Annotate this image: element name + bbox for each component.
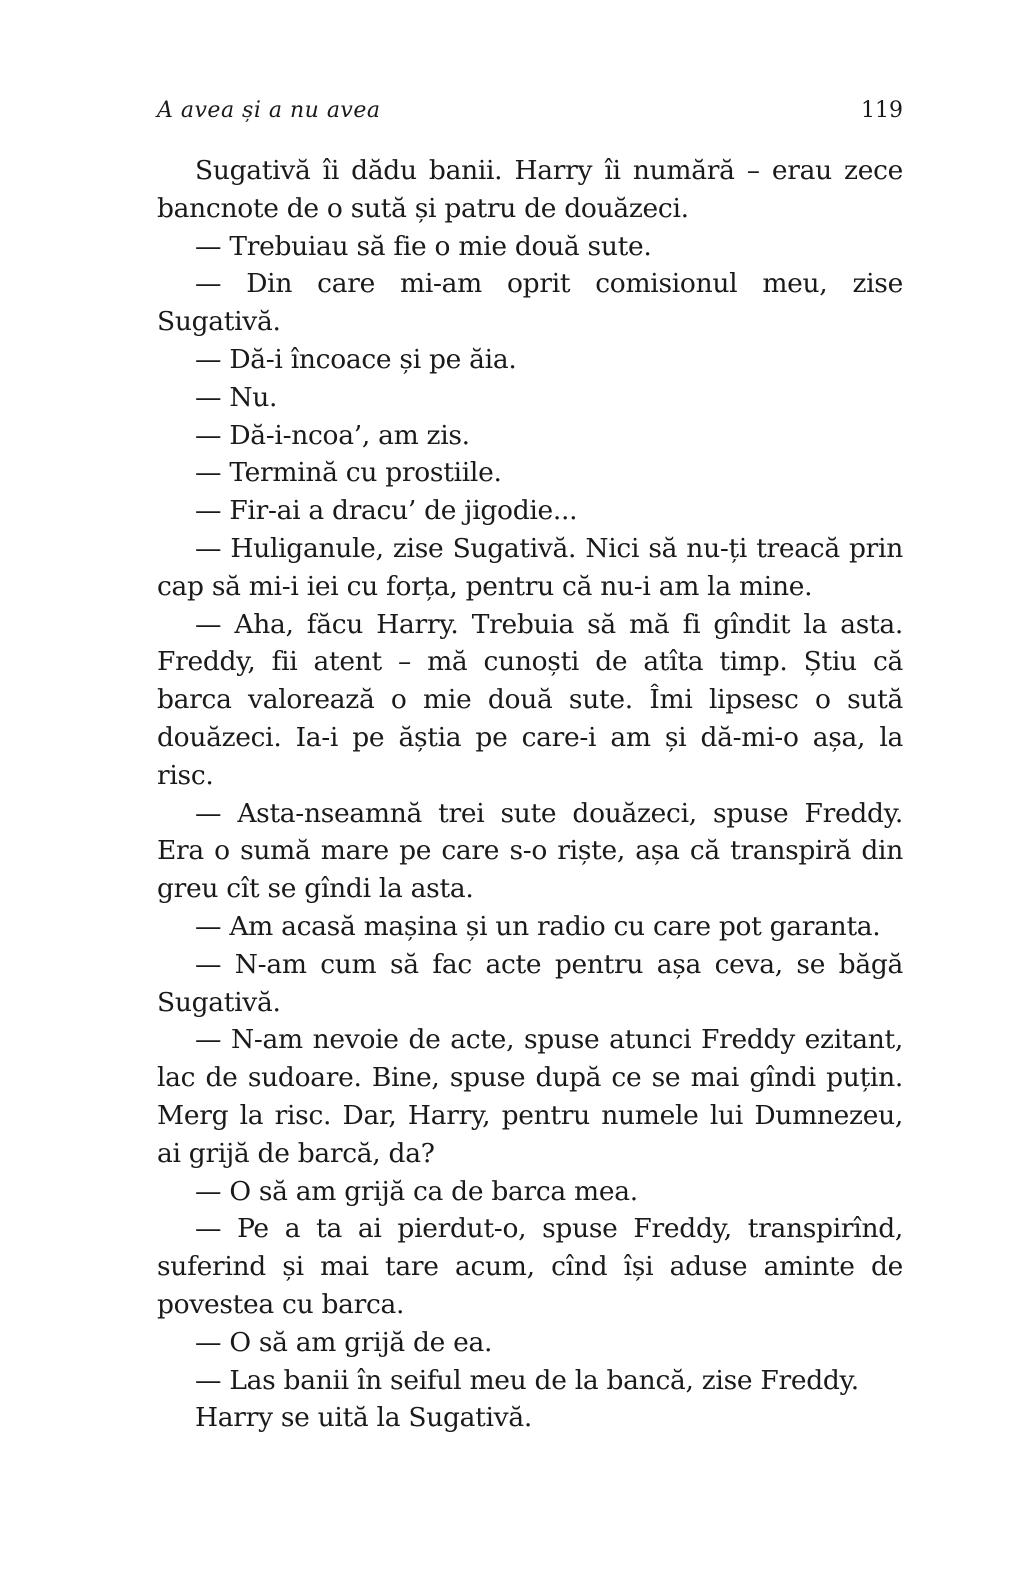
paragraph: — N-am nevoie de acte, spuse atunci Freddy ezitant, lac de sudoare. Bine, spuse după ce se mai gîndi puțin. Merg la risc. Dar, Harry, pentru numele lui Dumnezeu, ai grijă de barcă, da? [157,1024,903,1169]
paragraph: Sugativă îi dădu banii. Harry îi numără – erau zece bancnote de o sută și patru de douăzeci. [157,155,903,224]
paragraph: — Din care mi-am oprit comisionul meu, zise Sugativă. [157,268,903,338]
running-header [157,96,903,128]
paragraph: — Trebuiau să fie o mie două sute. [195,230,652,262]
page-number: 119 [861,98,903,123]
paragraph: — Asta-nseamnă trei sute douăzeci, spuse Freddy. Era o sumă mare pe care s-o riște, așa că transpiră din greu cît se gîndi la asta. [157,797,903,905]
paragraph: — Termină cu prostiile. [195,457,502,489]
paragraph: — Dă-i-ncoa’, am zis. [195,419,470,451]
paragraph: — N-am cum să fac acte pentru așa ceva, se băgă Sugativă. [157,948,903,1018]
paragraph: — Nu. [195,381,278,413]
paragraph: — Las banii în seiful meu de la bancă, zise Freddy. [195,1364,859,1396]
paragraph: — Pe a ta ai pierdut-o, spuse Freddy, transpirînd, suferind și mai tare acum, cînd își aduse aminte de povestea cu barca. [157,1213,903,1320]
body-text [157,152,903,1437]
paragraph: — Fir-ai a dracu’ de jigodie... [195,495,578,527]
paragraph: Harry se uită la Sugativă. [195,1402,532,1434]
paragraph: — O să am grijă de ea. [195,1326,493,1358]
paragraph: — Am acasă mașina și un radio cu care pot garanta. [195,910,881,942]
paragraph: — Dă-i încoace și pe ăia. [195,343,517,375]
paragraph: — Aha, făcu Harry. Trebuia să mă fi gîndit la asta. Freddy, fii atent – mă cunoști de atîta timp. Știu că barca valorează o mie două sute. Îmi lipsesc o sută douăzeci. Ia-i pe ăștia pe care-i am și dă-mi-o așa, la risc. [157,608,903,791]
paragraph: — O să am grijă ca de barca mea. [195,1175,638,1207]
running-title: A avea și a nu avea [157,98,381,123]
paragraph: — Huliganule, zise Sugativă. Nici să nu-ți treacă prin cap să mi-i iei cu forța, pentru că nu-i am la mine. [157,532,903,602]
